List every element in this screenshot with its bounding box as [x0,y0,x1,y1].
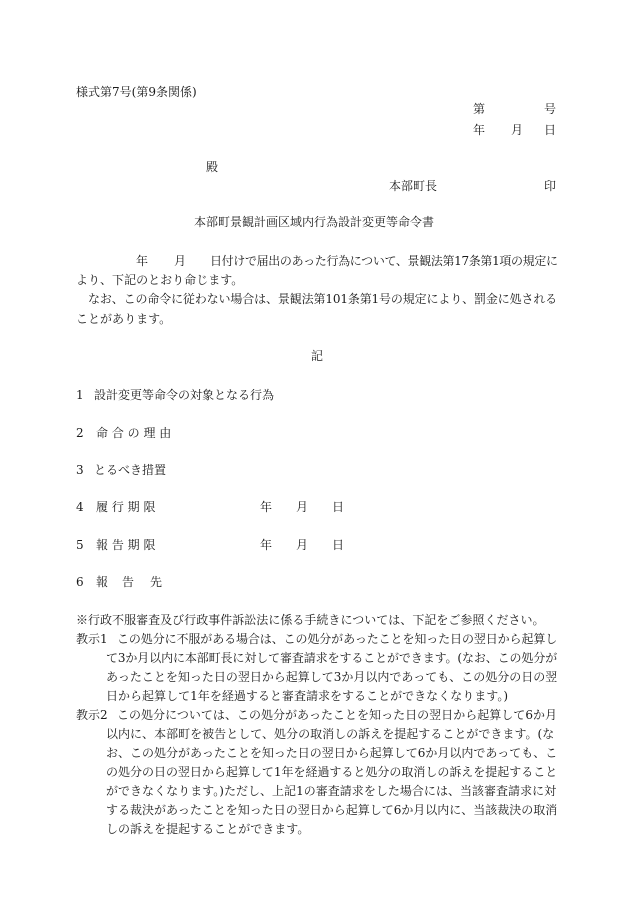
item-number: 2 [76,426,84,440]
kyoji-1-line: 日から起算して1年を経過すると審査請求をすることができなくなります。) [106,689,509,703]
report-year: 年 [260,538,273,552]
intro-date-month: 月 [174,254,187,268]
sender-name: 本部町長 [389,179,438,193]
item-label: 命 合 の 理 由 [96,426,172,440]
doc-number-suffix: 号 [544,102,557,116]
report-month: 月 [296,538,309,552]
item-label: 履 行 期 限 [96,500,156,514]
doc-number-prefix: 第 [473,102,486,116]
deadline-year: 年 [260,500,273,514]
deadline-month: 月 [296,500,309,514]
addressee-suffix: 殿 [206,160,219,174]
kyoji-1-line: て3か月以内に本部町長に対して審査請求をすることができます。(なお、この処分が [106,651,558,665]
kyoji-2-label: 教示2 [76,708,108,722]
intro-line-4: ことがあります。 [76,312,172,326]
kyoji-2-line: この処分については、この処分があったことを知った日の翌日から起算して6か月 [117,708,558,722]
form-number: 様式第7号(第9条関係) [76,85,197,99]
kyoji-2-line: する裁決があったことを知った日の翌日から起算して6か月以内に、当該裁決の取消 [106,803,558,817]
kyoji-2-line: お、この処分があったことを知った日の翌日から起算して6か月以内であっても、こ [106,746,558,760]
report-day: 日 [332,538,345,552]
item-label: とるべき措置 [94,463,167,477]
kyoji-2-line: 以内に、本部町を被告として、処分の取消しの訴えを提起することができます。(な [106,727,555,741]
item-label-part: 告 [122,575,135,589]
kyoji-1-line: あったことを知った日の翌日から起算して3か月以内であっても、この処分の日の翌 [106,670,558,684]
deadline-day: 日 [332,500,345,514]
item-number: 5 [76,538,84,552]
date-year: 年 [473,123,486,137]
intro-line-3: なお、この命令に従わない場合は、景観法第101条第1号の規定により、罰金に処される [88,292,558,306]
item-label: 報 告 期 限 [96,538,156,552]
item-label-part: 報 [96,575,109,589]
notes-heading: ※行政不服審査及び行政事件訴訟法に係る手続きについては、下記をご参照ください。 [76,613,545,627]
date-day: 日 [544,123,557,137]
intro-date-year: 年 [136,254,149,268]
kyoji-1-line: この処分に不服がある場合は、この処分があったことを知った日の翌日から起算し [117,632,558,646]
item-label: 設計変更等命令の対象となる行為 [94,388,275,402]
kyoji-2-line: の処分の日の翌日から起算して1年を経過すると処分の取消しの訴えを提起すること [106,765,558,779]
item-number: 3 [76,463,84,477]
date-month: 月 [511,123,524,137]
ki-heading: 記 [311,349,324,363]
kyoji-2-line: しの訴えを提起することができます。 [106,822,310,836]
seal-mark: 印 [544,179,557,193]
item-number: 1 [76,388,84,402]
kyoji-1-label: 教示1 [76,632,108,646]
kyoji-2-line: ができなくなります。)ただし、上記1の審査請求をした場合には、当該審査請求に対 [106,784,557,798]
item-number: 6 [76,575,84,589]
item-number: 4 [76,500,84,514]
document-title: 本部町景観計画区域内行為設計変更等命令書 [194,215,435,229]
intro-line-1: 日付けで届出のあった行為について、景観法第17条第1項の規定に [210,254,558,268]
item-label-part: 先 [150,575,163,589]
intro-line-2: より、下記のとおり命じます。 [76,273,244,287]
